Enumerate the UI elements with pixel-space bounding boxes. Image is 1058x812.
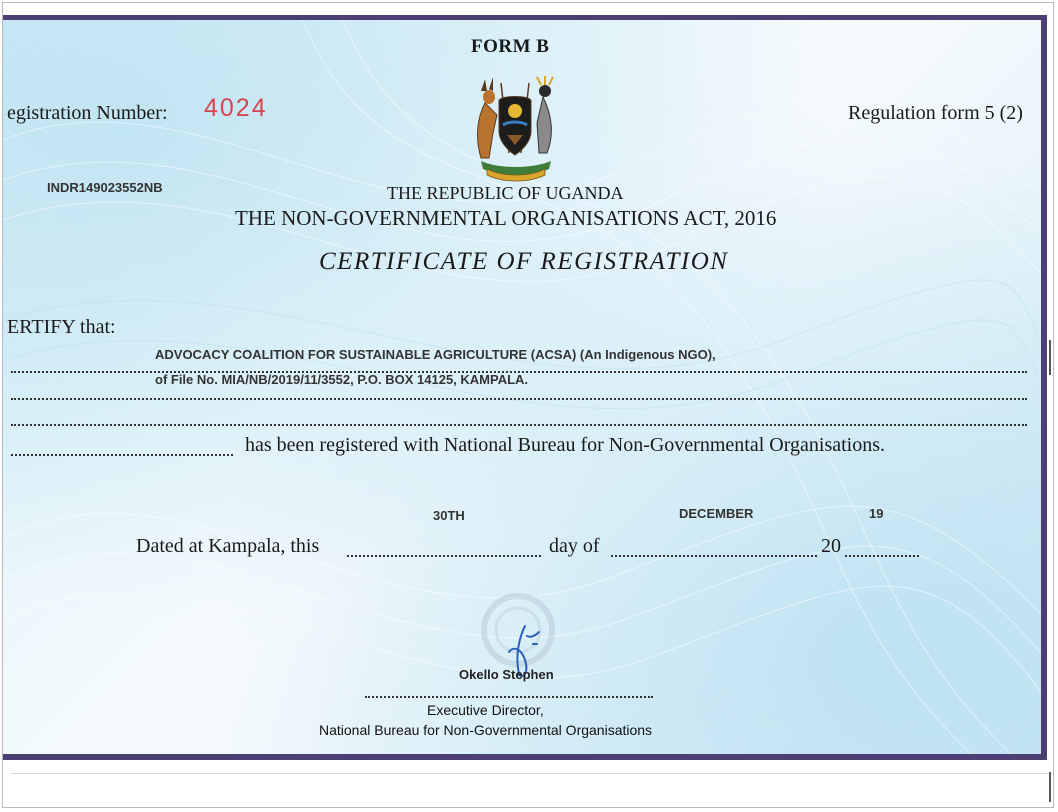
registered-statement: has been registered with National Bureau for Non-Governmental Organisations.	[245, 434, 885, 456]
signatory-title: Executive Director,	[427, 702, 544, 718]
signature-line	[365, 696, 653, 698]
year-value: 19	[869, 506, 884, 521]
registration-number-label: egistration Number:	[7, 102, 168, 124]
signatory-name: Okello Stephen	[459, 667, 554, 682]
republic-heading: THE REPUBLIC OF UGANDA	[387, 183, 624, 203]
uganda-coat-of-arms-icon	[463, 73, 568, 183]
dotted-line	[611, 555, 817, 557]
dotted-line	[845, 555, 919, 557]
page-divider	[11, 773, 1051, 774]
registration-number-value: 4024	[204, 94, 268, 122]
dotted-line	[11, 424, 1027, 426]
dated-label: Dated at Kampala, this	[136, 535, 320, 557]
day-value: 30TH	[433, 508, 465, 523]
scan-edge-mark	[1049, 772, 1051, 802]
act-heading: THE NON-GOVERNMENTAL ORGANISATIONS ACT, 2016	[235, 206, 777, 230]
certificate-frame	[3, 15, 1047, 760]
organisation-name: ADVOCACY COALITION FOR SUSTAINABLE AGRICULTURE (ACSA) (An Indigenous NGO),	[155, 347, 716, 362]
certificate-title: CERTIFICATE OF REGISTRATION	[319, 248, 729, 275]
dotted-line	[11, 398, 1027, 400]
month-value: DECEMBER	[679, 506, 754, 521]
dotted-line	[11, 454, 233, 456]
day-of-label: day of	[549, 535, 600, 557]
dotted-line	[347, 555, 541, 557]
year-prefix: 20	[821, 535, 841, 557]
regulation-label: Regulation form 5 (2)	[848, 102, 1023, 124]
internal-code: INDR149023552NB	[47, 180, 163, 195]
certify-label: ERTIFY that:	[7, 316, 116, 338]
document-page	[2, 2, 1054, 808]
file-details: of File No. MIA/NB/2019/11/3552, P.O. BOX 14125, KAMPALA.	[155, 372, 529, 387]
form-label: FORM B	[471, 36, 550, 57]
scan-edge-mark	[1049, 340, 1051, 375]
signatory-organisation: National Bureau for Non-Governmental Organisations	[319, 722, 653, 738]
